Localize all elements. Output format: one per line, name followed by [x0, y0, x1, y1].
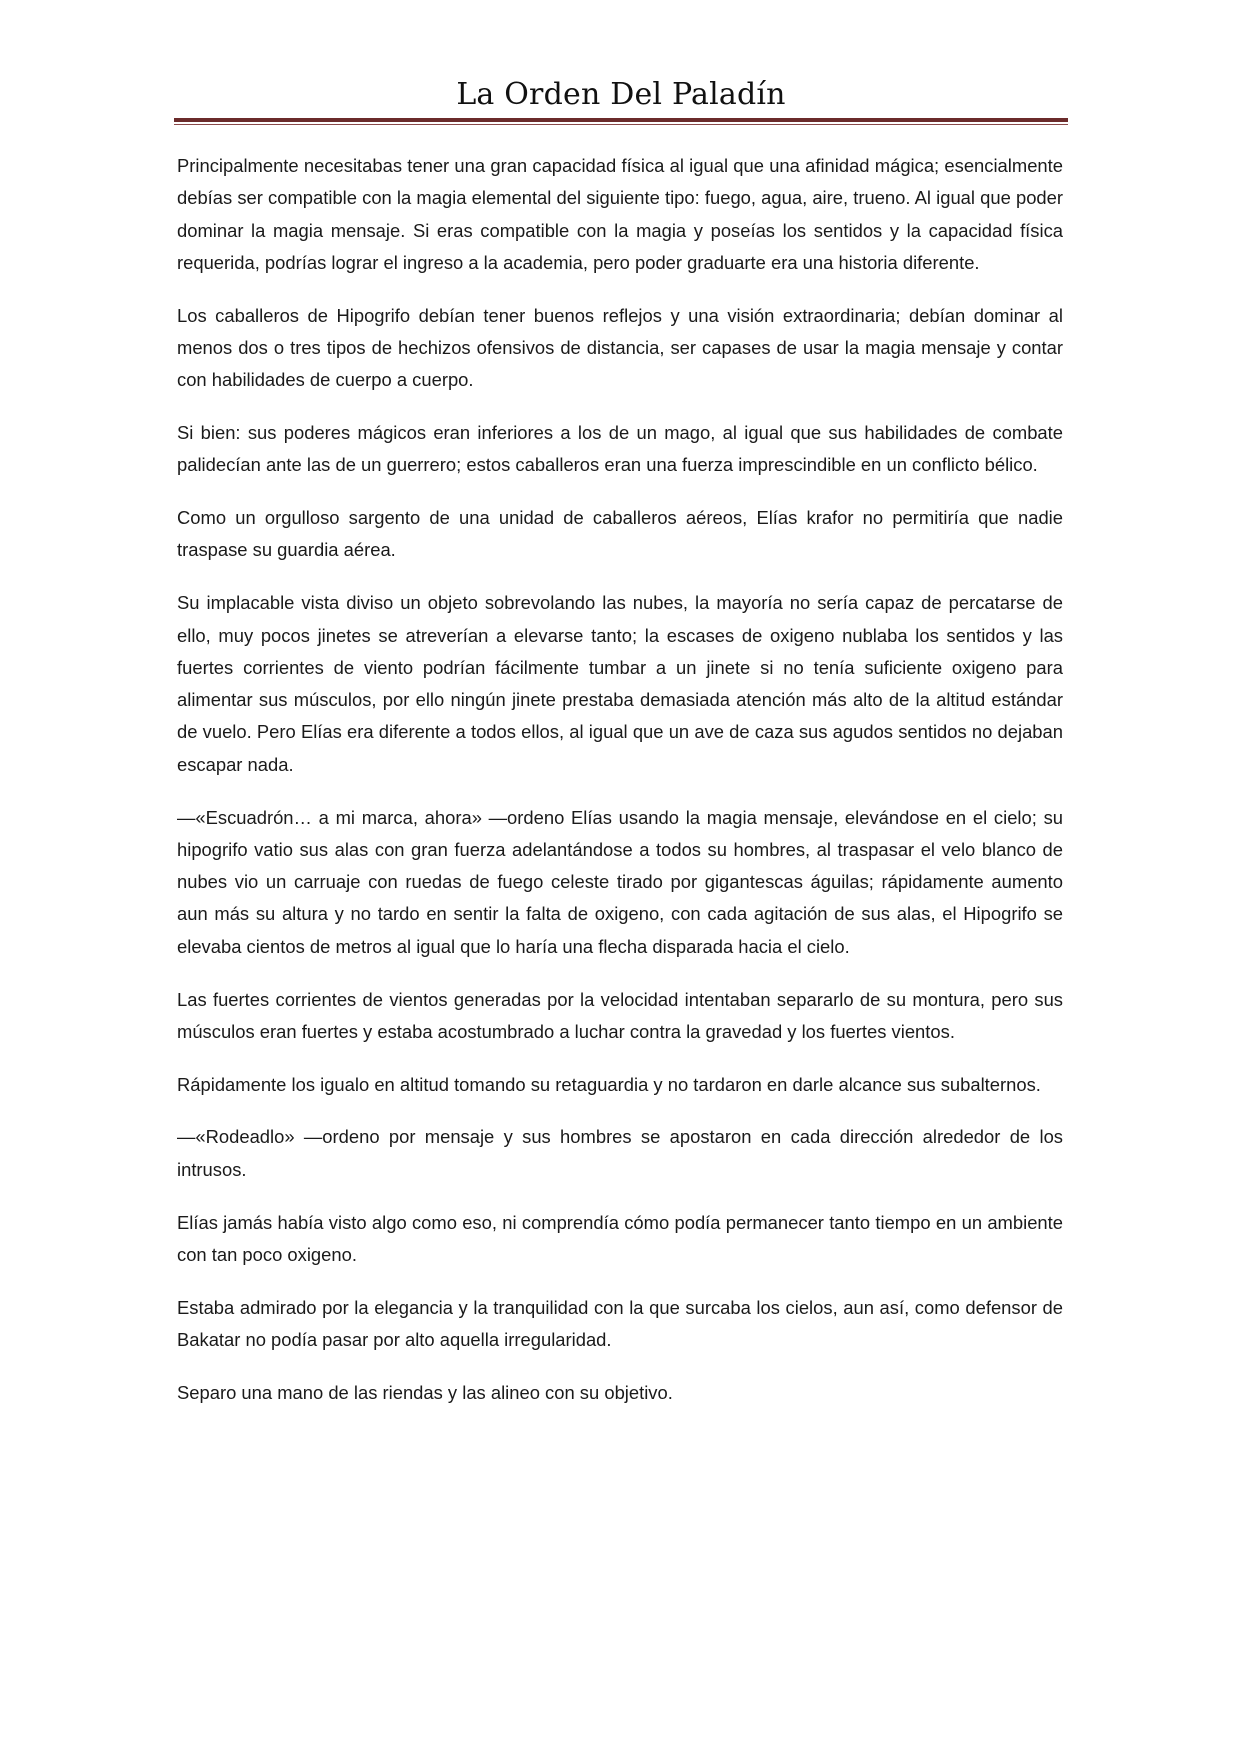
- paragraph: Elías jamás había visto algo como eso, ni comprendía cómo podía permanecer tanto tiempo en un ambiente con tan poco oxigeno.: [177, 1211, 1063, 1265]
- paragraph: Rápidamente los igualo en altitud tomando su retaguardia y no tardaron en darle alcance sus subalternos.: [177, 1073, 1041, 1095]
- paragraph: Su implacable vista diviso un objeto sobrevolando las nubes, la mayoría no sería capaz de percatarse de ello, muy pocos jinetes se atreverían a elevarse tanto; la escases de oxigeno nublaba los sentidos y las fuertes corrientes de viento podrían fácilmente tumbar a un jinete si no tenía suficiente oxigeno para alimentar sus músculos, por ello ningún jinete prestaba demasiada atención más alto de la altitud estándar de vuelo. Pero Elías era diferente a todos ellos, al igual que un ave de caza sus agudos sentidos no dejaban escapar nada.: [177, 592, 1063, 775]
- body-text: [177, 150, 1063, 1430]
- paragraph: Estaba admirado por la elegancia y la tranquilidad con la que surcaba los cielos, aun así, como defensor de Bakatar no podía pasar por alto aquella irregularidad.: [177, 1296, 1063, 1350]
- page-title: La Orden Del Paladín: [456, 77, 786, 112]
- paragraph: Las fuertes corrientes de vientos generadas por la velocidad intentaban separarlo de su montura, pero sus músculos eran fuertes y estaba acostumbrado a luchar contra la gravedad y los fuertes vientos.: [177, 988, 1063, 1042]
- paragraph: Como un orgulloso sargento de una unidad de caballeros aéreos, Elías krafor no permitiría que nadie traspase su guardia aérea.: [177, 507, 1063, 561]
- page-header: [174, 68, 1068, 122]
- header-divider-thick-line: [174, 118, 1068, 122]
- paragraph: Principalmente necesitabas tener una gran capacidad física al igual que una afinidad mágica; esencialmente debías ser compatible con la magia elemental del siguiente tipo: fuego, agua, aire, trueno. Al igual que poder dominar la magia mensaje. Si eras compatible con la magia y poseías los sentidos y la capacidad física requerida, podrías lograr el ingreso a la academia, pero poder graduarte era una historia diferente.: [177, 155, 1063, 273]
- paragraph: —«Rodeadlo» —ordeno por mensaje y sus hombres se apostaron en cada dirección alrededor de los intrusos.: [177, 1126, 1063, 1180]
- header-divider-thin-line: [174, 124, 1068, 125]
- paragraph: Si bien: sus poderes mágicos eran inferiores a los de un mago, al igual que sus habilidades de combate palidecían ante las de un guerrero; estos caballeros eran una fuerza imprescindible en un conflicto bélico.: [177, 422, 1063, 476]
- paragraph: —«Escuadrón… a mi marca, ahora» —ordeno Elías usando la magia mensaje, elevándose en el cielo; su hipogrifo vatio sus alas con gran fuerza adelantándose a todos su hombres, al traspasar el velo blanco de nubes vio un carruaje con ruedas de fuego celeste tirado por gigantescas águilas; rápidamente aumento aun más su altura y no tardo en sentir la falta de oxigeno, con cada agitación de sus alas, el Hipogrifo se elevaba cientos de metros al igual que lo haría una flecha disparada hacia el cielo.: [177, 806, 1063, 957]
- paragraph: Separo una mano de las riendas y las alineo con su objetivo.: [177, 1381, 673, 1403]
- paragraph: Los caballeros de Hipogrifo debían tener buenos reflejos y una visión extraordinaria; debían dominar al menos dos o tres tipos de hechizos ofensivos de distancia, ser capases de usar la magia mensaje y contar con habilidades de cuerpo a cuerpo.: [177, 304, 1063, 391]
- header-divider: [174, 118, 1068, 126]
